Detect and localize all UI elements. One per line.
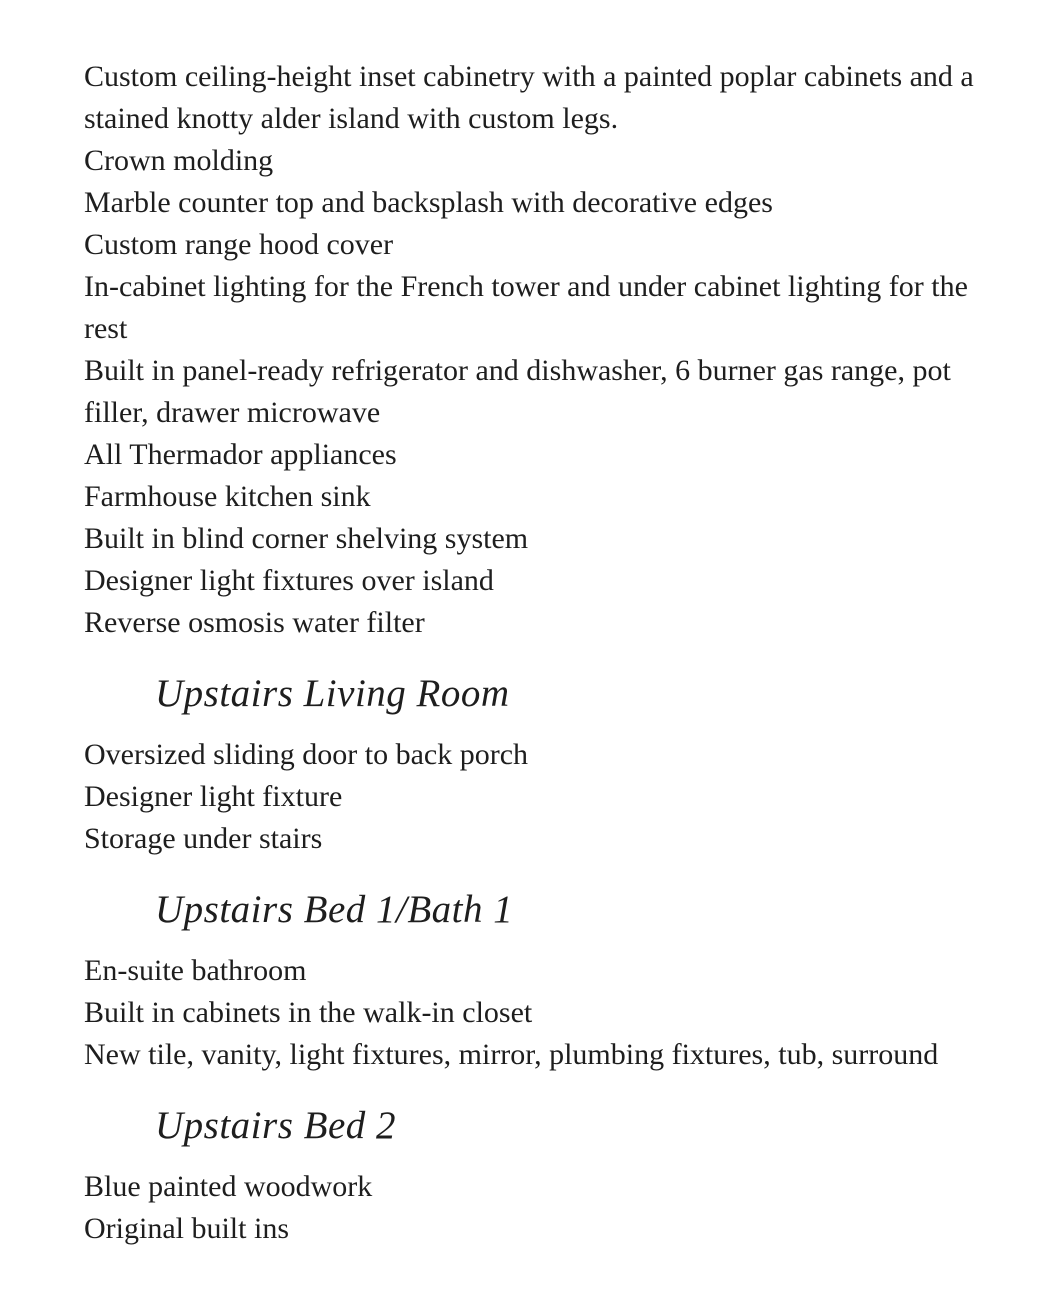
feature-line: Custom range hood cover (84, 228, 394, 261)
heading-upstairs-bed1-bath1: Upstairs Bed 1/Bath 1 (155, 888, 514, 931)
feature-line: Farmhouse kitchen sink (84, 480, 371, 513)
feature-line: Reverse osmosis water filter (84, 606, 425, 639)
feature-line: Designer light fixture (84, 780, 343, 813)
feature-line: New tile, vanity, light fixtures, mirror, plumbing fixtures, tub, surround (84, 1038, 939, 1071)
feature-line: In-cabinet lighting for the French tower and under cabinet lighting for the rest (84, 270, 968, 345)
heading-upstairs-bed2: Upstairs Bed 2 (155, 1104, 396, 1147)
feature-line: All Thermador appliances (84, 438, 397, 471)
feature-line: Original built ins (84, 1212, 289, 1245)
heading-upstairs-living-room: Upstairs Living Room (155, 672, 510, 715)
feature-line: Designer light fixtures over island (84, 564, 494, 597)
feature-line: Built in blind corner shelving system (84, 522, 529, 555)
feature-line: Built in cabinets in the walk-in closet (84, 996, 533, 1029)
section-upstairs-bed1-bath1 (84, 950, 994, 1076)
section-upstairs-bed2 (84, 1166, 994, 1250)
feature-line: En-suite bathroom (84, 954, 307, 987)
feature-line: Blue painted woodwork (84, 1170, 373, 1203)
feature-line: Marble counter top and backsplash with decorative edges (84, 186, 773, 219)
feature-line: Oversized sliding door to back porch (84, 738, 529, 771)
section-kitchen-features (84, 56, 994, 644)
feature-line: Custom ceiling-height inset cabinetry with a painted poplar cabinets and a stained knotty alder island with custom legs. (84, 60, 974, 135)
section-upstairs-living-room (84, 734, 994, 860)
feature-line: Storage under stairs (84, 822, 323, 855)
feature-line: Built in panel-ready refrigerator and dishwasher, 6 burner gas range, pot filler, drawer microwave (84, 354, 951, 429)
feature-line: Crown molding (84, 144, 274, 177)
